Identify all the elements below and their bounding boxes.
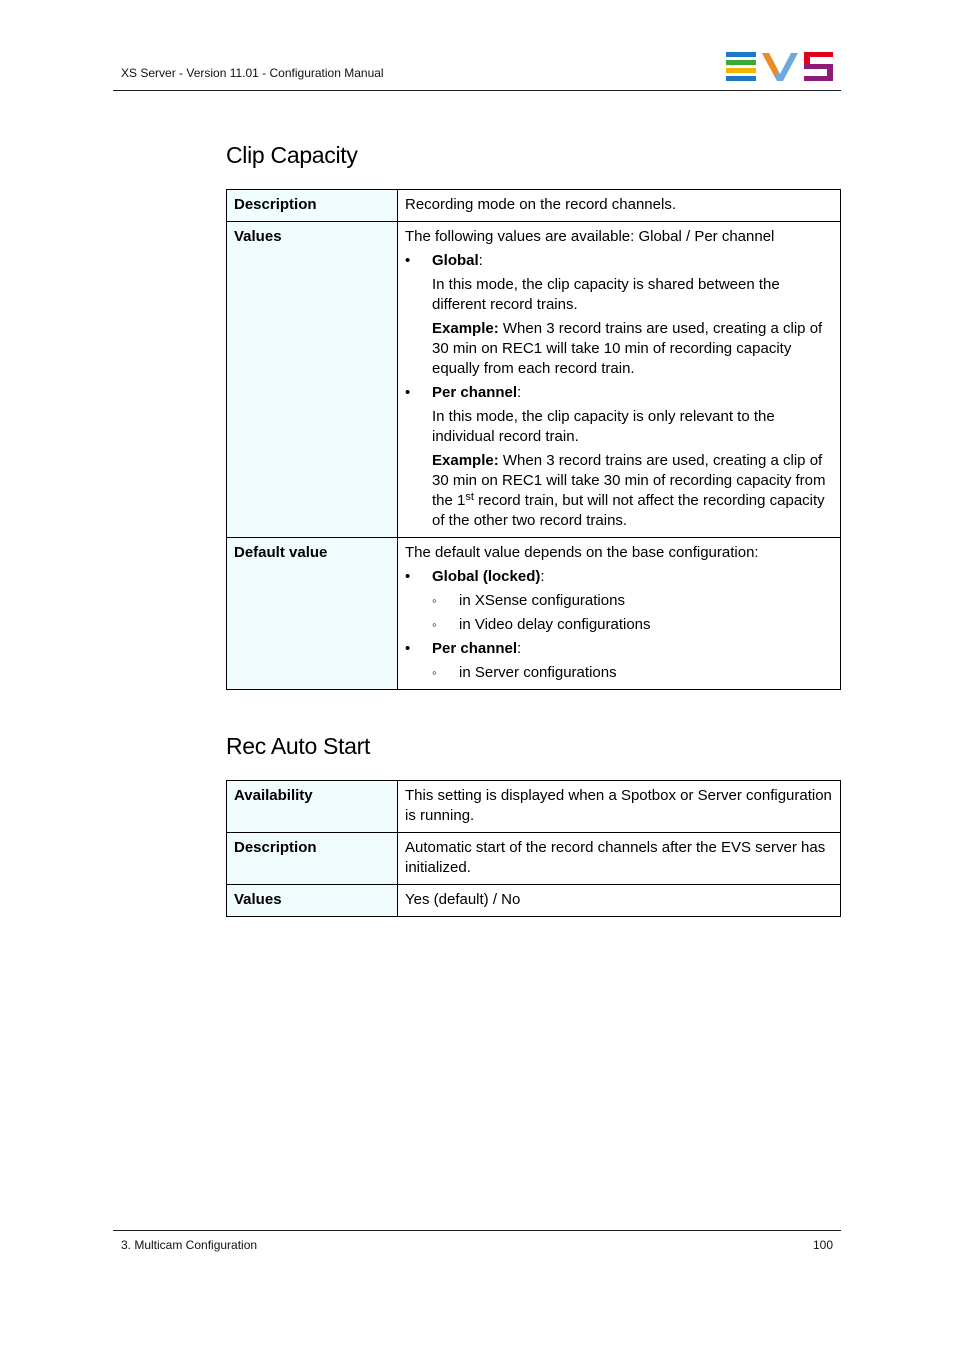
table-row [227,222,841,538]
clip-capacity-title: Clip Capacity [226,142,358,168]
perchannel-desc: In this mode, the clip capacity is only relevant to the individual record train. [432,408,775,445]
example-sup: st [465,491,474,503]
description-label: Description [227,833,398,885]
description-value: Automatic start of the record channels after the EVS server has initialized. [398,833,841,885]
table-row [227,190,841,222]
availability-label: Availability [227,781,398,833]
footer-rule [113,1230,841,1231]
header-rule [113,90,841,91]
table-row [227,538,841,690]
list-item: • Global (locked): [405,567,834,587]
default-intro: The default value depends on the base configuration: [405,544,759,561]
description-label: Description [227,190,398,222]
evs-logo [726,52,834,82]
global-desc: In this mode, the clip capacity is shared between the different record trains. [432,276,780,313]
perchannel-term: Per channel [432,384,518,401]
footer-chapter: 3. Multicam Configuration [121,1238,258,1252]
values-intro: The following values are available: Global / Per channel [405,228,775,245]
table-row [227,885,841,917]
default-perchannel-term: Per channel [432,640,518,657]
rec-auto-start-title: Rec Auto Start [226,733,371,759]
list-item: • Global: [405,251,834,271]
list-item: ◦ in Server configurations [405,663,834,683]
list-item: ◦ in Video delay configurations [405,615,834,635]
default-global-term: Global (locked) [432,568,541,585]
values-label: Values [227,885,398,917]
description-value: Recording mode on the record channels. [398,190,841,222]
values-cell [398,222,841,538]
global-term: Global [432,252,479,269]
global-example [405,319,834,379]
default-label: Default value [227,538,398,690]
values-value: Yes (default) / No [398,885,841,917]
list-item: • Per channel: [405,639,834,659]
availability-value: This setting is displayed when a Spotbox or Server configuration is running. [398,781,841,833]
values-label: Values [227,222,398,538]
table-row [227,833,841,885]
example-text: When 3 record trains are used, creating a clip of 30 min on REC1 will take 10 min of recording capacity equally from each record train. [432,320,823,377]
perchannel-example [405,451,834,531]
table-row [227,781,841,833]
example-label: Example: [432,320,499,337]
page-number: 100 [812,1238,833,1252]
rec-auto-start-table [226,780,841,917]
default-cell [398,538,841,690]
example-label: Example: [432,452,499,469]
list-item: ◦ in XSense configurations [405,591,834,611]
header-title: XS Server - Version 11.01 - Configuration Manual [121,66,384,80]
clip-capacity-table [226,189,841,690]
list-item: • Per channel: [405,383,834,403]
example-text-a: When 3 record trains are used, creating a clip of 30 min on REC1 will take 30 min of recording capacity from the 1 [432,452,826,509]
example-text-b: record train, but will not affect the recording capacity of the other two record trains. [432,492,825,529]
